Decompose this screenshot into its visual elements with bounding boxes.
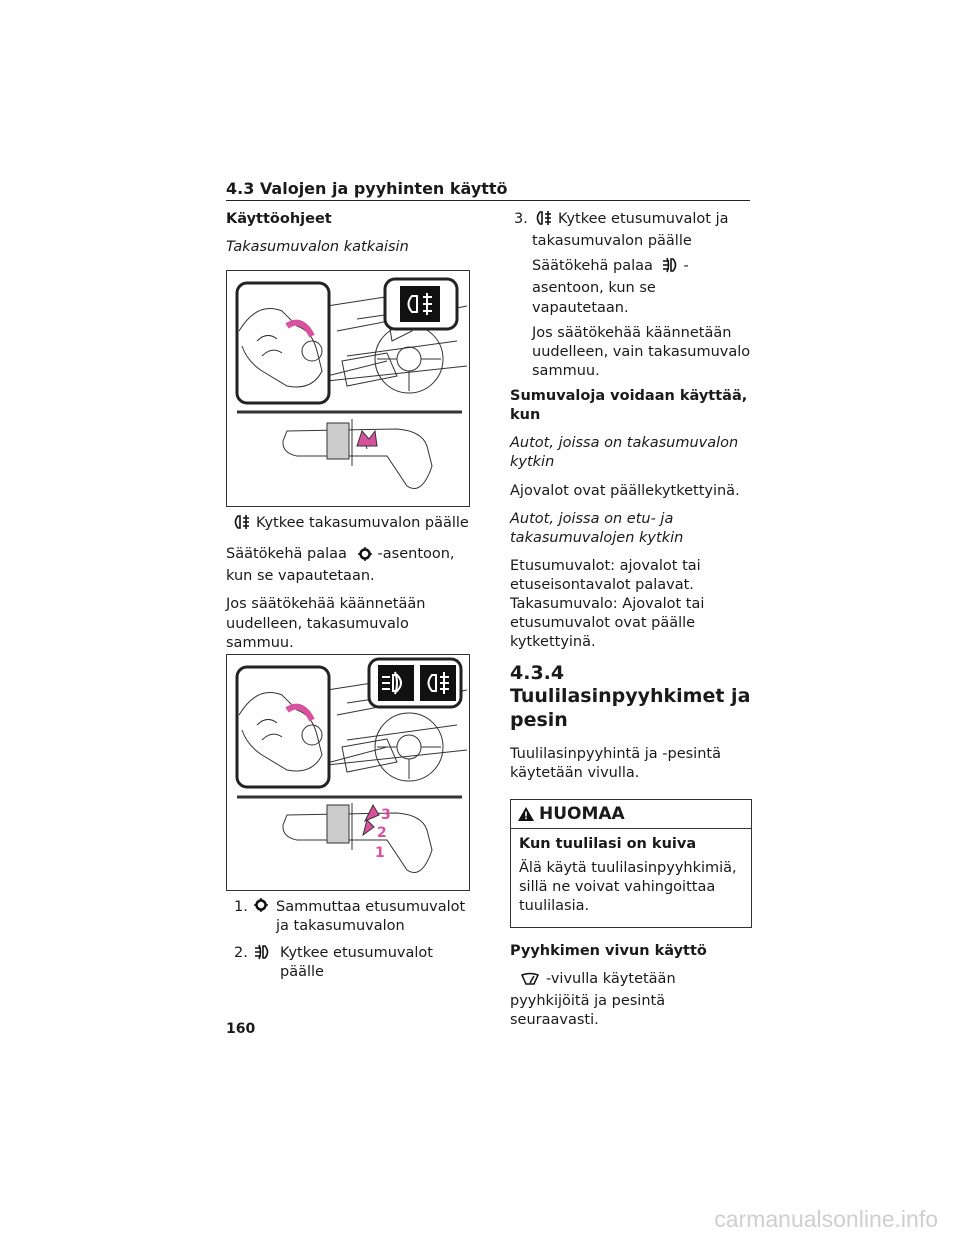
usable-heading: Sumuvaloja voidaan käyttää, kun <box>510 388 748 424</box>
rear-text1-a: Säätökehä palaa <box>226 546 347 563</box>
cars2-text: Etusumuvalot: ajovalot tai etuseisontavalot palavat. Takasumuvalo: Ajovalot tai etusumuvalot ovat päälle kytkettyinä. <box>510 557 705 651</box>
rear-fog-icon <box>232 514 250 536</box>
warning-icon <box>517 806 535 822</box>
left-list <box>226 898 470 983</box>
notice-text: Älä käytä tuulilasinpyyhkimiä, sillä ne voivat vahingoittaa tuulilasia. <box>519 859 737 914</box>
right-column <box>510 210 752 1039</box>
item3-sub1 <box>532 257 752 317</box>
figure-number-3: 3 <box>381 807 391 823</box>
list-text: Sammuttaa etusumuvalot ja takasumuvalon <box>276 899 466 935</box>
item3-sub2: Jos säätökehää käännetään uudelleen, vain takasumuvalo sammuu. <box>532 324 751 379</box>
watermark: carmanualsonline.info <box>714 1205 938 1232</box>
front-fog-icon <box>662 257 680 279</box>
wiper-icon <box>520 972 540 992</box>
lever-text <box>510 970 752 1030</box>
rear-item-text: Kytkee takasumuvalon päälle <box>256 515 469 531</box>
rear-text1 <box>226 545 470 586</box>
list-number: 1. <box>234 899 248 915</box>
list-item-1 <box>226 898 470 936</box>
item3-sub1-a: Säätökehä palaa <box>532 258 653 275</box>
figure-number-2: 2 <box>377 825 387 841</box>
subsection-title: 4.3.4 Tuulilasinpyyhkimet ja pesin <box>510 661 751 731</box>
heading-instructions: Käyttöohjeet <box>226 211 332 227</box>
page-number: 160 <box>226 1021 256 1037</box>
off-position-icon <box>358 547 372 567</box>
cars2-caption: Autot, joissa on etu- ja takasumuvalojen kytkin <box>510 510 684 546</box>
lever-heading: Pyyhkimen vivun käyttö <box>510 942 707 959</box>
list-item-3 <box>510 210 752 381</box>
list-text: Kytkee etusumuvalot päälle <box>280 945 433 981</box>
lever-text-content: -vivulla käytetään pyyhkijöitä ja pesintä seuraavasti. <box>510 971 676 1029</box>
left-column <box>226 210 470 266</box>
list-number: 2. <box>234 945 248 962</box>
list-number: 3. <box>514 211 528 227</box>
notice-header <box>511 800 751 829</box>
section-title: 4.3 Valojen ja pyyhinten käyttö <box>226 178 750 201</box>
rear-fog-icon <box>534 210 552 232</box>
caption-rear-switch: Takasumuvalon katkaisin <box>226 239 409 256</box>
item3-text: Kytkee etusumuvalot ja takasumuvalon päälle <box>532 211 729 250</box>
list-item-2 <box>226 944 470 982</box>
notice-title: HUOMAA <box>539 804 625 824</box>
cars1-text: Ajovalot ovat päällekytkettyinä. <box>510 482 740 499</box>
cars1-caption: Autot, joissa on takasumuvalon kytkin <box>510 435 739 471</box>
figure-rear-fog-switch <box>226 270 470 507</box>
subsection-text: Tuulilasinpyyhintä ja -pesintä käytetään vivulla. <box>510 745 721 781</box>
front-fog-icon <box>254 944 272 982</box>
item3-sub1-b: -asentoon, kun se vapautetaan. <box>532 258 689 316</box>
rear-item <box>226 514 470 536</box>
notice-body <box>511 829 751 927</box>
rear-text1-b: -asentoon, kun se vapautetaan. <box>226 546 455 585</box>
notice-heading: Kun tuulilasi on kuiva <box>519 836 697 853</box>
notice-box <box>510 799 752 928</box>
figure-front-rear-fog-switch <box>226 654 470 891</box>
rear-text2: Jos säätökehää käännetään uudelleen, takasumuvalo sammuu. <box>226 596 426 651</box>
off-position-icon <box>254 898 268 936</box>
figure-number-1: 1 <box>375 845 385 861</box>
